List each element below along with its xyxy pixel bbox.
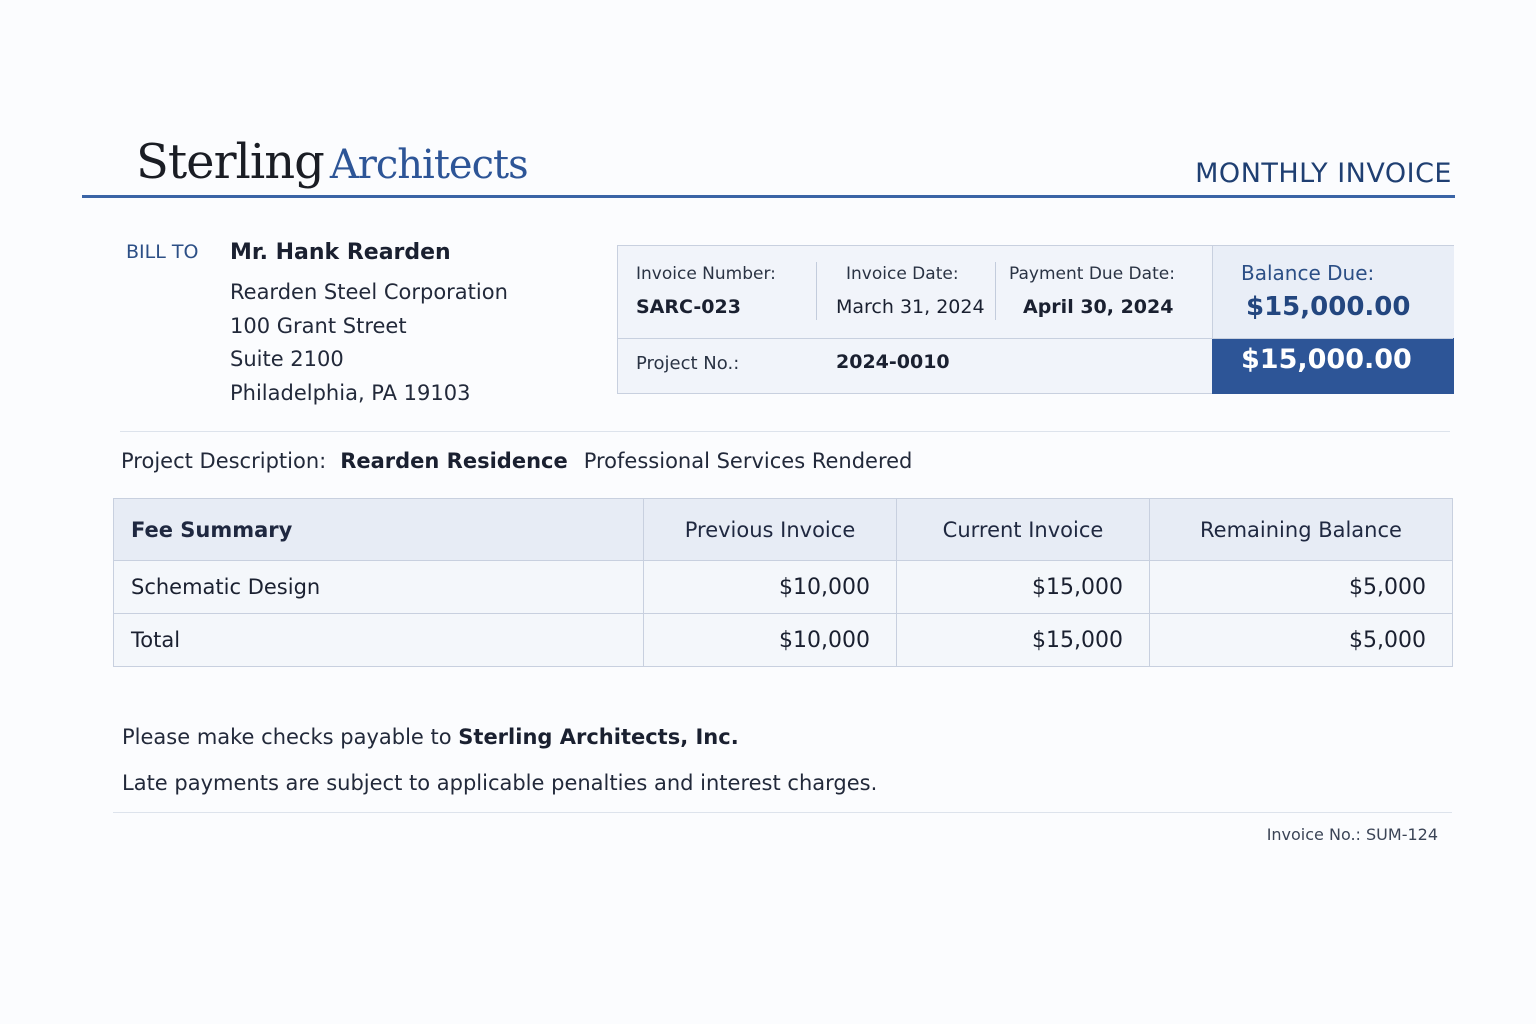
table-header-row — [114, 499, 1453, 561]
info-col-divider — [995, 262, 996, 320]
remaining-balance-cell: $5,000 — [1150, 561, 1453, 614]
fee-item-cell: Total — [114, 614, 644, 667]
section-divider — [120, 431, 1450, 432]
column-header: Current Invoice — [897, 499, 1150, 561]
column-header: Fee Summary — [114, 499, 644, 561]
table-row-total — [114, 614, 1453, 667]
fee-item-cell: Schematic Design — [114, 561, 644, 614]
column-header: Remaining Balance — [1150, 499, 1453, 561]
invoice-date-value: March 31, 2024 — [836, 296, 985, 318]
remaining-balance-cell: $5,000 — [1150, 614, 1453, 667]
bill-to-name: Mr. Hank Rearden — [230, 240, 451, 265]
bill-to-address — [230, 236, 508, 410]
project-detail: Professional Services Rendered — [583, 449, 913, 473]
project-name: Rearden Residence — [340, 449, 568, 473]
bill-to-label: BILL TO — [126, 241, 199, 263]
project-no-label: Project No.: — [636, 353, 740, 374]
invoice-info-box — [617, 245, 1454, 394]
balance-due-value: $15,000.00 — [1246, 292, 1411, 322]
logo-text-architects: Architects — [329, 142, 528, 188]
company-logo — [136, 132, 528, 195]
balance-due-label: Balance Due: — [1241, 261, 1375, 285]
logo-text-sterling: Sterling — [136, 134, 324, 190]
payable-note — [122, 714, 877, 760]
info-col-divider — [816, 262, 817, 320]
balance-highlight-value: $15,000.00 — [1241, 344, 1412, 375]
previous-invoice-cell: $10,000 — [644, 614, 897, 667]
invoice-number-label: Invoice Number: — [636, 264, 776, 284]
header-divider — [82, 195, 1455, 198]
table-row — [114, 561, 1453, 614]
payable-prefix: Please make checks payable to — [122, 725, 459, 749]
fee-summary-table — [113, 498, 1453, 667]
invoice-date-label: Invoice Date: — [846, 264, 959, 284]
footer-invoice-number: Invoice No.: SUM-124 — [1266, 825, 1438, 844]
payment-notes — [122, 714, 877, 806]
payment-due-value: April 30, 2024 — [1023, 296, 1174, 318]
payment-due-label: Payment Due Date: — [1009, 264, 1175, 284]
previous-invoice-cell: $10,000 — [644, 561, 897, 614]
current-invoice-cell: $15,000 — [897, 561, 1150, 614]
late-payment-note: Late payments are subject to applicable penalties and interest charges. — [122, 771, 878, 795]
payable-name: Sterling Architects, Inc. — [458, 725, 739, 749]
column-header: Previous Invoice — [644, 499, 897, 561]
info-row-divider — [618, 338, 1453, 339]
footer-divider — [113, 812, 1452, 813]
invoice-number-value: SARC-023 — [636, 296, 741, 318]
bill-to-line: Suite 2100 — [230, 347, 344, 371]
project-no-value: 2024-0010 — [836, 351, 950, 373]
current-invoice-cell: $15,000 — [897, 614, 1150, 667]
project-description — [121, 446, 912, 476]
project-description-label: Project Description: — [121, 449, 327, 473]
document-title: MONTHLY INVOICE — [1195, 158, 1452, 189]
bill-to-line: Philadelphia, PA 19103 — [230, 380, 471, 405]
bill-to-line: 100 Grant Street — [230, 313, 407, 338]
bill-to-line: Rearden Steel Corporation — [230, 280, 508, 304]
